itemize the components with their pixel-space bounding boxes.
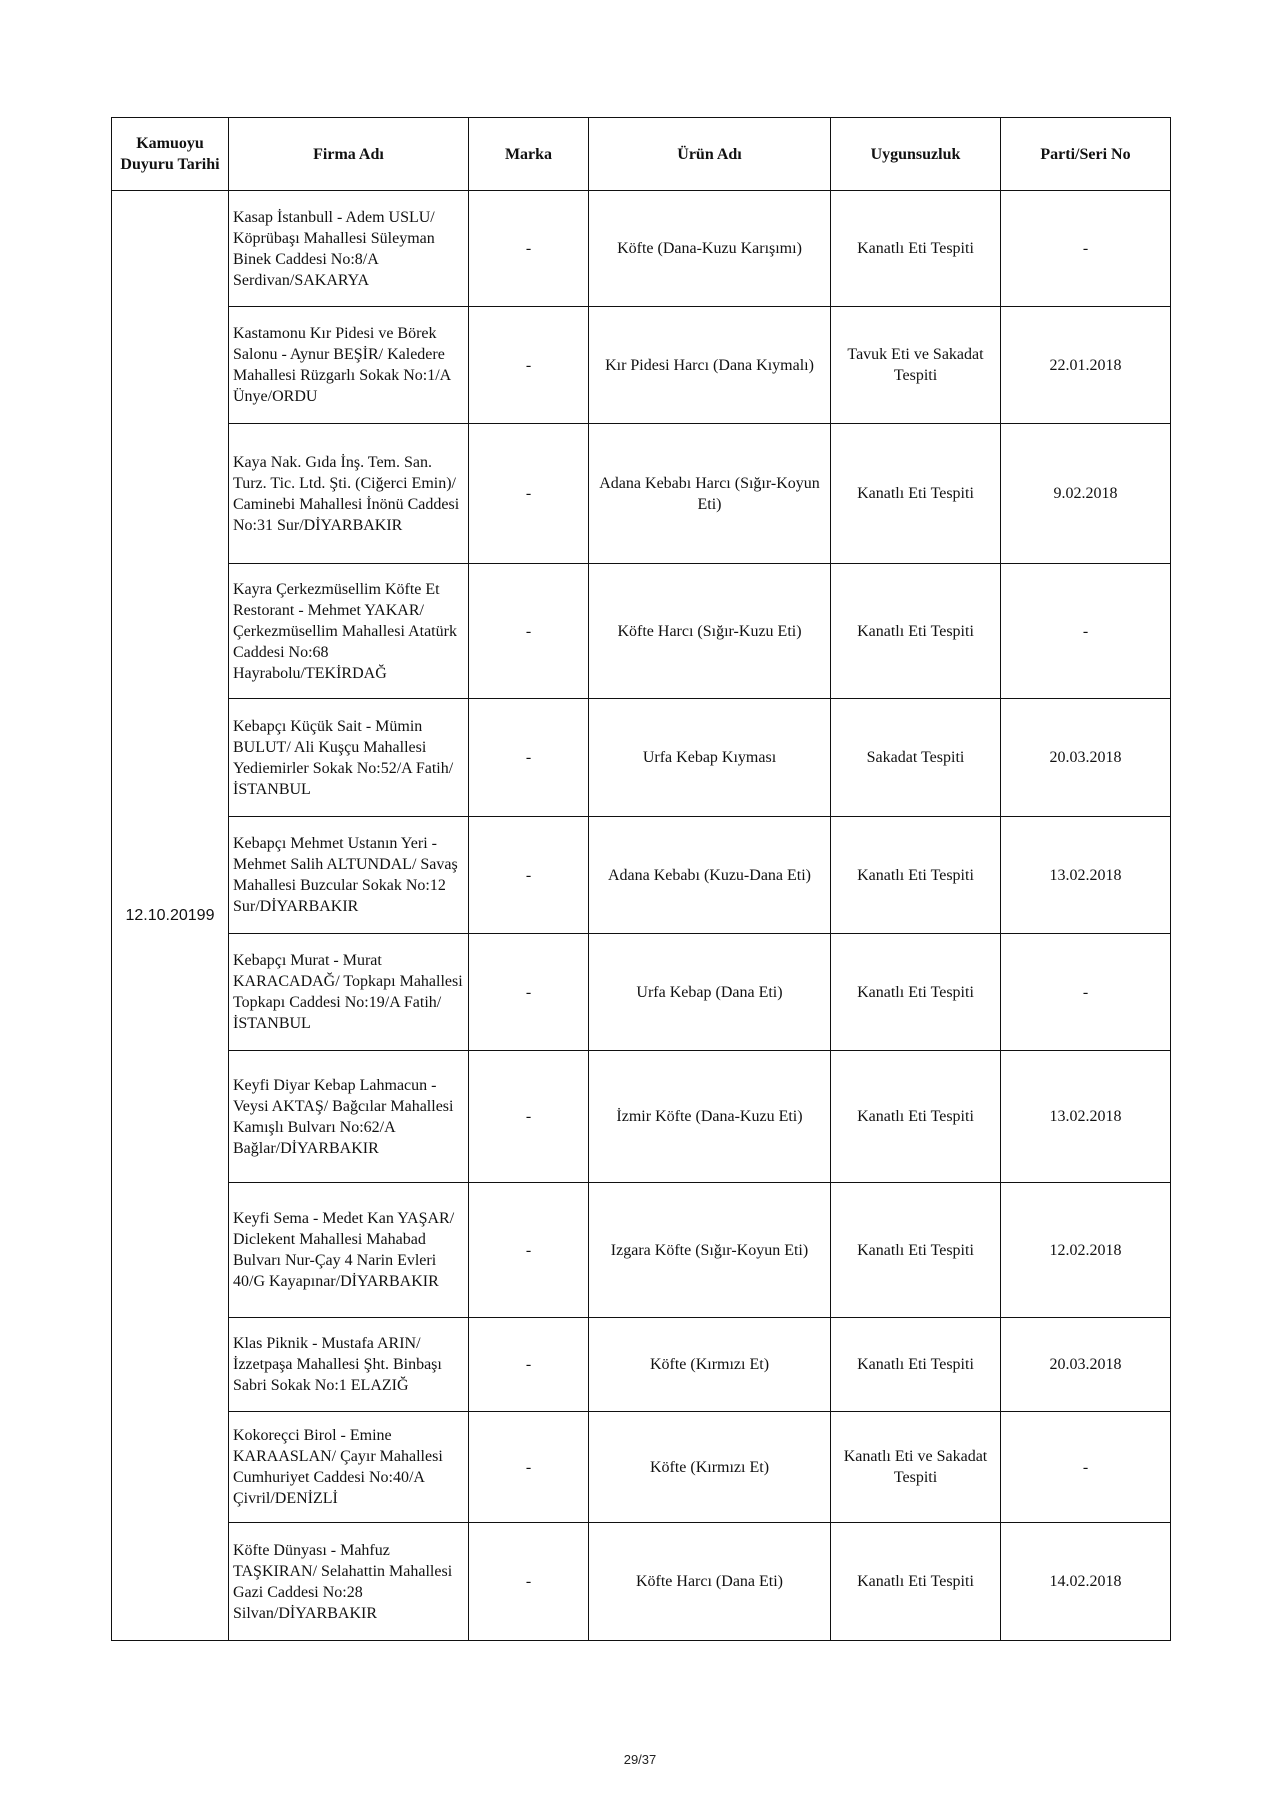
firm-cell: Kebapçı Mehmet Ustanın Yeri - Mehmet Salih ALTUNDAL/ Savaş Mahallesi Buzcular Sokak No:12 Sur/DİYARBAKIR <box>229 817 469 934</box>
batch-cell: - <box>1001 564 1171 699</box>
firm-cell: Kebapçı Küçük Sait - Mümin BULUT/ Ali Kuşçu Mahallesi Yediemirler Sokak No:52/A Fatih/İSTANBUL <box>229 699 469 817</box>
table-row <box>112 699 1171 817</box>
table-row <box>112 424 1171 564</box>
batch-cell: 12.02.2018 <box>1001 1183 1171 1318</box>
batch-cell: 13.02.2018 <box>1001 817 1171 934</box>
batch-cell: - <box>1001 934 1171 1051</box>
brand-cell: - <box>469 934 589 1051</box>
batch-cell: 9.02.2018 <box>1001 424 1171 564</box>
product-cell: İzmir Köfte (Dana-Kuzu Eti) <box>589 1051 831 1183</box>
table-row <box>112 1412 1171 1523</box>
product-cell: Urfa Kebap (Dana Eti) <box>589 934 831 1051</box>
table-row <box>112 1523 1171 1641</box>
firm-cell: Kaya Nak. Gıda İnş. Tem. San. Turz. Tic. Ltd. Şti. (Ciğerci Emin)/ Caminebi Mahallesi İnönü Caddesi No:31 Sur/DİYARBAKIR <box>229 424 469 564</box>
table-row <box>112 1318 1171 1412</box>
header-announcement-date: Kamuoyu Duyuru Tarihi <box>112 118 229 191</box>
batch-cell: 14.02.2018 <box>1001 1523 1171 1641</box>
brand-cell: - <box>469 564 589 699</box>
brand-cell: - <box>469 699 589 817</box>
violation-cell: Kanatlı Eti Tespiti <box>831 1183 1001 1318</box>
violation-cell: Kanatlı Eti Tespiti <box>831 934 1001 1051</box>
header-violation: Uygunsuzluk <box>831 118 1001 191</box>
product-cell: Kır Pidesi Harcı (Dana Kıymalı) <box>589 307 831 424</box>
product-cell: Köfte (Dana-Kuzu Karışımı) <box>589 191 831 307</box>
batch-cell: 20.03.2018 <box>1001 699 1171 817</box>
brand-cell: - <box>469 424 589 564</box>
brand-cell: - <box>469 1183 589 1318</box>
page-number: 29/37 <box>623 1752 657 1767</box>
violation-cell: Kanatlı Eti Tespiti <box>831 424 1001 564</box>
violation-cell: Kanatlı Eti Tespiti <box>831 1523 1001 1641</box>
table-header-row <box>112 118 1171 191</box>
firm-cell: Klas Piknik - Mustafa ARIN/ İzzetpaşa Mahallesi Şht. Binbaşı Sabri Sokak No:1 ELAZIĞ <box>229 1318 469 1412</box>
brand-cell: - <box>469 1051 589 1183</box>
violation-cell: Kanatlı Eti Tespiti <box>831 1318 1001 1412</box>
firm-cell: Kasap İstanbull - Adem USLU/ Köprübaşı Mahallesi Süleyman Binek Caddesi No:8/A Serdivan/SAKARYA <box>229 191 469 307</box>
brand-cell: - <box>469 1523 589 1641</box>
product-cell: Köfte (Kırmızı Et) <box>589 1412 831 1523</box>
firm-cell: Keyfi Sema - Medet Kan YAŞAR/ Diclekent Mahallesi Mahabad Bulvarı Nur-Çay 4 Narin Evleri 40/G Kayapınar/DİYARBAKIR <box>229 1183 469 1318</box>
firm-cell: Köfte Dünyası - Mahfuz TAŞKIRAN/ Selahattin Mahallesi Gazi Caddesi No:28 Silvan/DİYARBAKIR <box>229 1523 469 1641</box>
batch-cell: 20.03.2018 <box>1001 1318 1171 1412</box>
table-row <box>112 1051 1171 1183</box>
product-cell: Urfa Kebap Kıyması <box>589 699 831 817</box>
product-cell: Adana Kebabı (Kuzu-Dana Eti) <box>589 817 831 934</box>
brand-cell: - <box>469 817 589 934</box>
product-cell: Köfte (Kırmızı Et) <box>589 1318 831 1412</box>
batch-cell: - <box>1001 1412 1171 1523</box>
header-brand: Marka <box>469 118 589 191</box>
table-row <box>112 1183 1171 1318</box>
product-cell: Adana Kebabı Harcı (Sığır-Koyun Eti) <box>589 424 831 564</box>
firm-cell: Keyfi Diyar Kebap Lahmacun - Veysi AKTAŞ/ Bağcılar Mahallesi Kamışlı Bulvarı No:62/A Bağlar/DİYARBAKIR <box>229 1051 469 1183</box>
violation-cell: Tavuk Eti ve Sakadat Tespiti <box>831 307 1001 424</box>
table-row <box>112 191 1171 307</box>
header-firm-name: Firma Adı <box>229 118 469 191</box>
batch-cell: - <box>1001 191 1171 307</box>
batch-cell: 13.02.2018 <box>1001 1051 1171 1183</box>
product-cell: Köfte Harcı (Sığır-Kuzu Eti) <box>589 564 831 699</box>
firm-cell: Kayra Çerkezmüsellim Köfte Et Restorant - Mehmet YAKAR/ Çerkezmüsellim Mahallesi Atatürk Caddesi No:68 Hayrabolu/TEKİRDAĞ <box>229 564 469 699</box>
violation-cell: Kanatlı Eti Tespiti <box>831 1051 1001 1183</box>
table-row <box>112 564 1171 699</box>
brand-cell: - <box>469 1318 589 1412</box>
violation-cell: Kanatlı Eti Tespiti <box>831 564 1001 699</box>
header-batch-number: Parti/Seri No <box>1001 118 1171 191</box>
violation-cell: Kanatlı Eti Tespiti <box>831 817 1001 934</box>
header-product-name: Ürün Adı <box>589 118 831 191</box>
firm-cell: Kokoreçci Birol - Emine KARAASLAN/ Çayır Mahallesi Cumhuriyet Caddesi No:40/A Çivril/DENİZLİ <box>229 1412 469 1523</box>
firm-cell: Kebapçı Murat - Murat KARACADAĞ/ Topkapı Mahallesi Topkapı Caddesi No:19/A Fatih/İSTANBUL <box>229 934 469 1051</box>
table-row <box>112 934 1171 1051</box>
violation-cell: Kanatlı Eti Tespiti <box>831 191 1001 307</box>
public-notice-table <box>111 117 1171 1641</box>
table-row <box>112 817 1171 934</box>
brand-cell: - <box>469 191 589 307</box>
product-cell: Izgara Köfte (Sığır-Koyun Eti) <box>589 1183 831 1318</box>
brand-cell: - <box>469 307 589 424</box>
table-row <box>112 307 1171 424</box>
batch-cell: 22.01.2018 <box>1001 307 1171 424</box>
brand-cell: - <box>469 1412 589 1523</box>
announcement-date-cell: 12.10.20199 <box>112 191 229 1641</box>
product-cell: Köfte Harcı (Dana Eti) <box>589 1523 831 1641</box>
firm-cell: Kastamonu Kır Pidesi ve Börek Salonu - Aynur BEŞİR/ Kaledere Mahallesi Rüzgarlı Sokak No:1/A Ünye/ORDU <box>229 307 469 424</box>
violation-cell: Sakadat Tespiti <box>831 699 1001 817</box>
violation-cell: Kanatlı Eti ve Sakadat Tespiti <box>831 1412 1001 1523</box>
